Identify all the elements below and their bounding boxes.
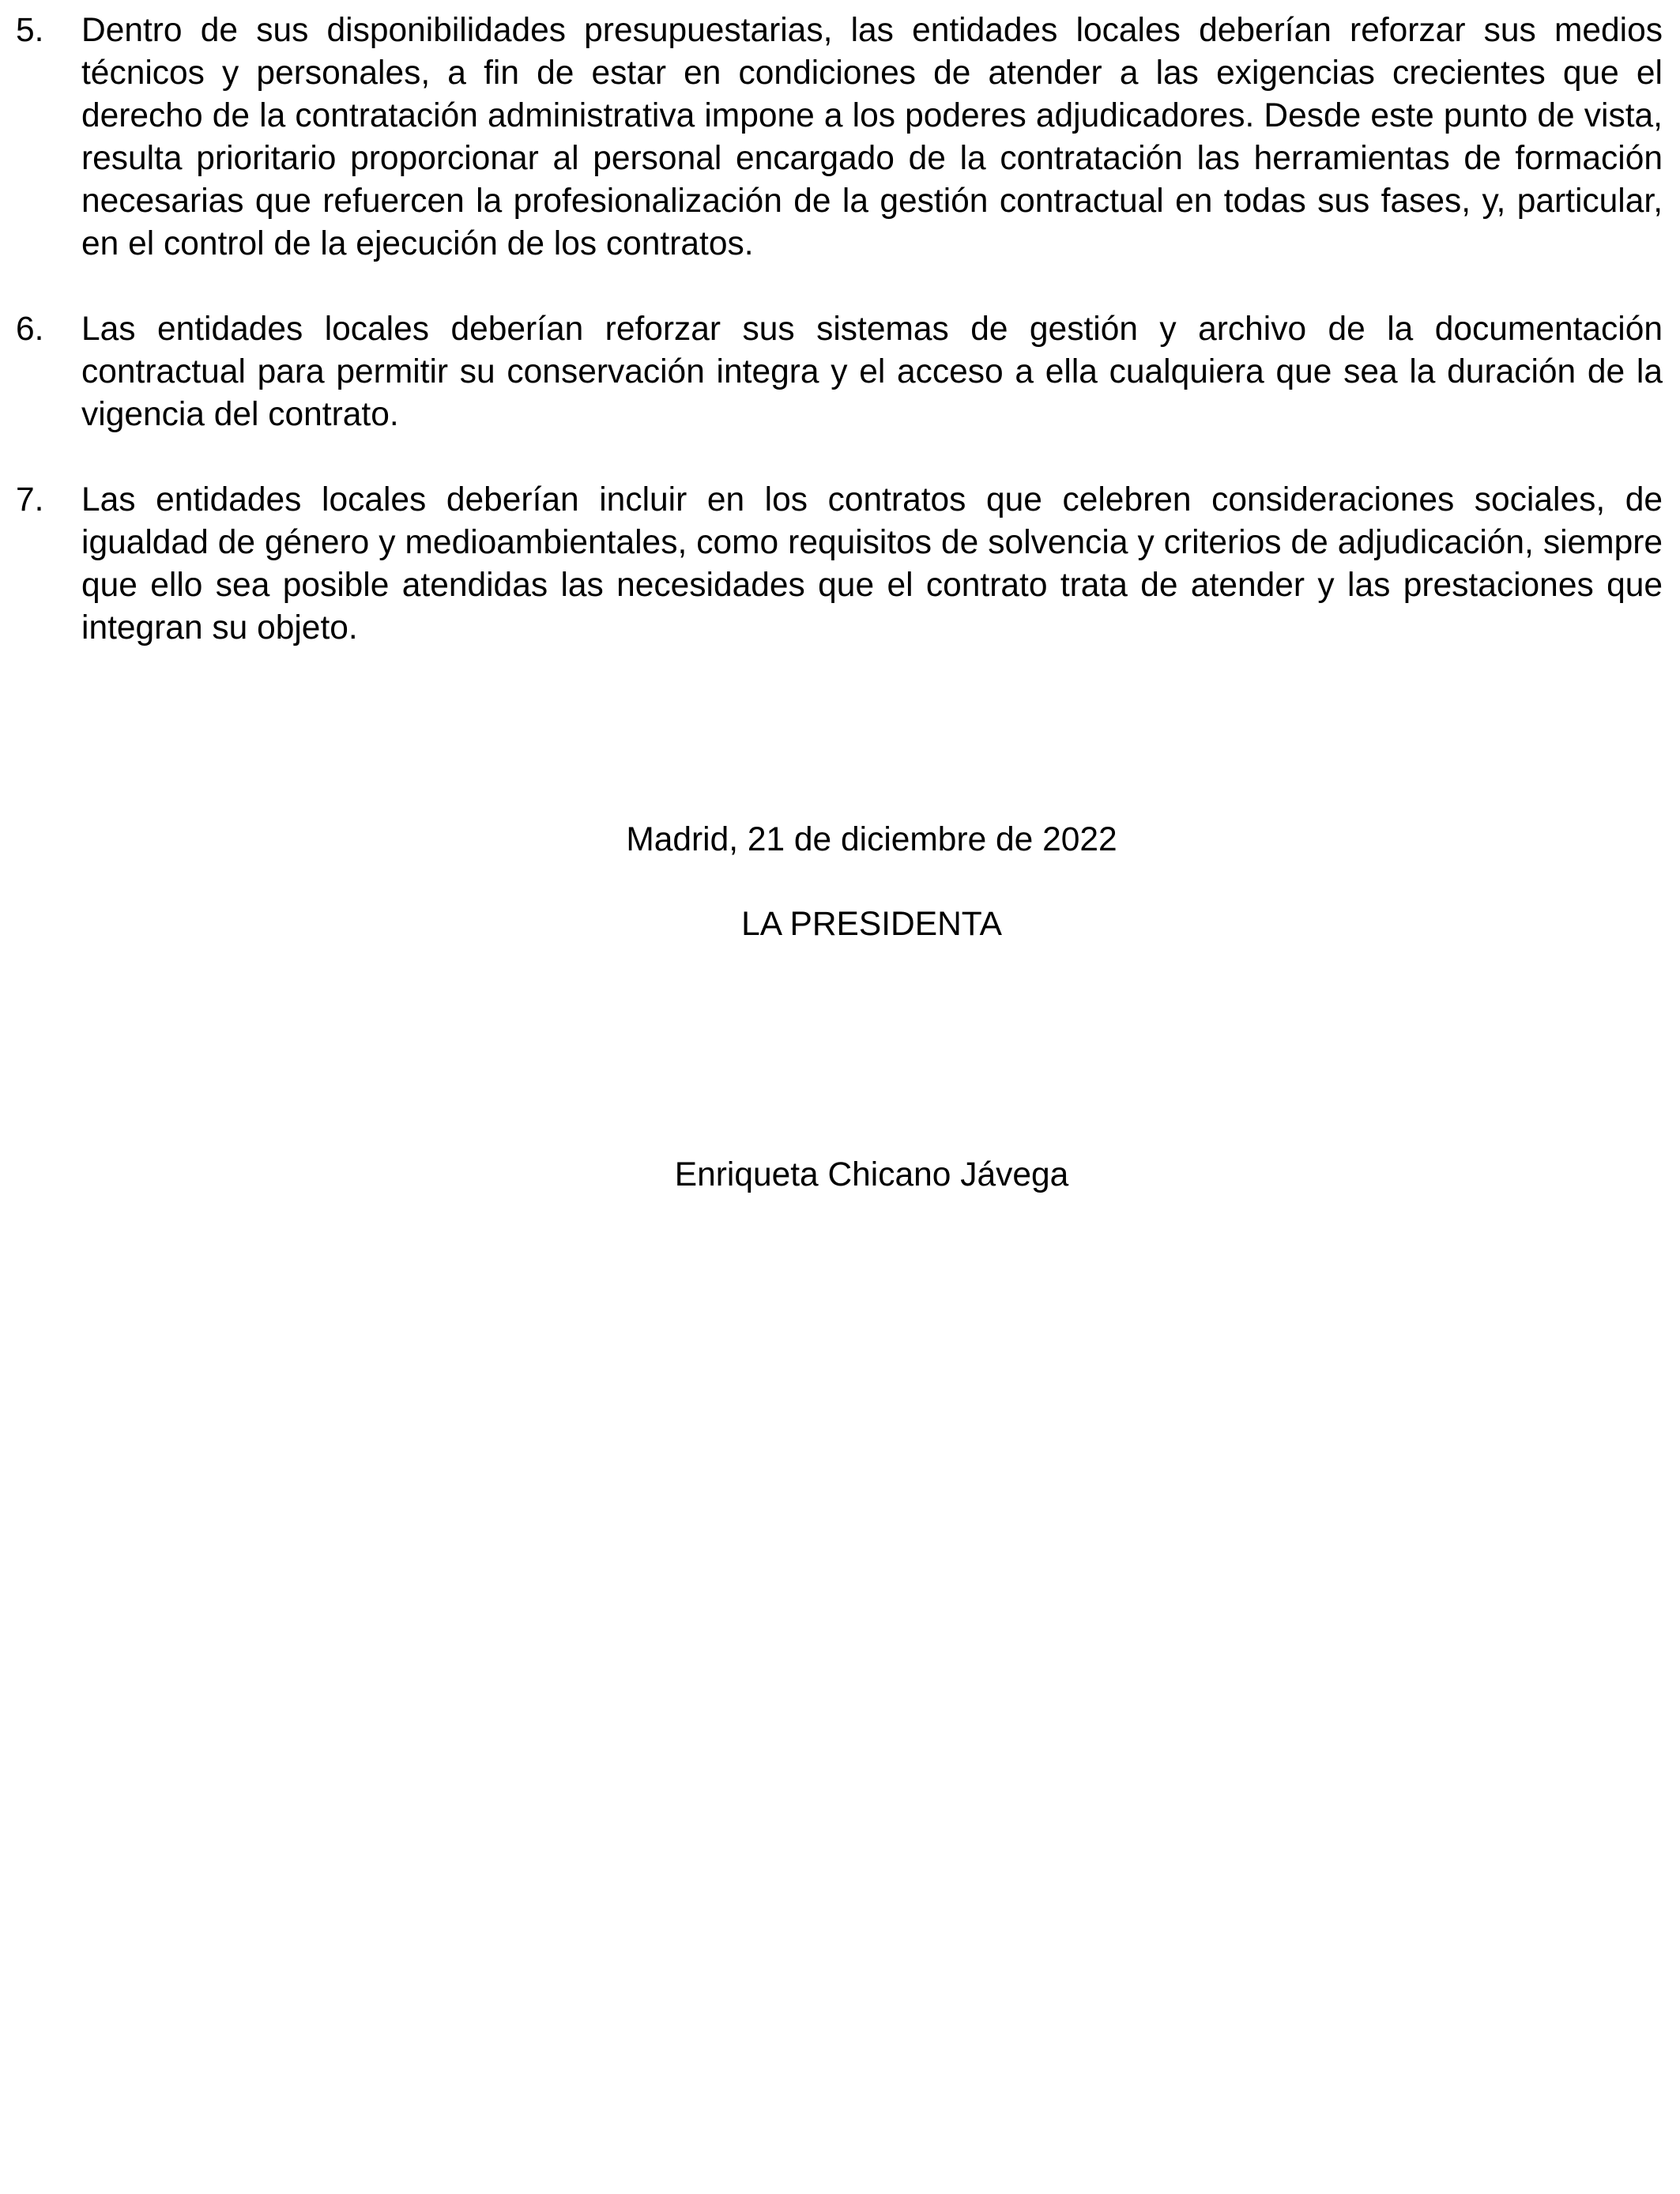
signer-name: Enriqueta Chicano Jávega xyxy=(674,1156,1069,1193)
recommendations-list xyxy=(14,9,1663,692)
place-and-date: Madrid, 21 de diciembre de 2022 xyxy=(626,821,1117,858)
item-number: 6. xyxy=(16,311,44,348)
item-text: Las entidades locales deberían reforzar sus sistemas de gestión y archivo de la documentación contractual para permitir su conservación integra y el acceso a ella cualquiera que sea la duración de la vigencia del contrato. xyxy=(81,311,1663,433)
list-item xyxy=(14,9,1663,266)
list-item xyxy=(14,479,1663,650)
list-item xyxy=(14,308,1663,436)
signer-role: LA PRESIDENTA xyxy=(741,906,1002,943)
item-text: Las entidades locales deberían incluir en los contratos que celebren consideraciones sociales, de igualdad de género y medioambientales, como requisitos de solvencia y criterios de adjudicación, siempre que ello sea posible atendidas las necesidades que el contrato trata de atender y las prestaciones que integran su objeto. xyxy=(81,481,1663,647)
item-number: 7. xyxy=(16,481,44,518)
item-number: 5. xyxy=(16,12,44,49)
item-text: Dentro de sus disponibilidades presupuestarias, las entidades locales deberían reforzar sus medios técnicos y personales, a fin de estar en condiciones de atender a las exigencias crecientes que el derecho de la contratación administrativa impone a los poderes adjudicadores. Desde este punto de vista, resulta prioritario proporcionar al personal encargado de la contratación las herramientas de formación necesarias que refuercen la profesionalización de la gestión contractual en todas sus fases, y, particular, en el control de la ejecución de los contratos. xyxy=(81,12,1663,262)
